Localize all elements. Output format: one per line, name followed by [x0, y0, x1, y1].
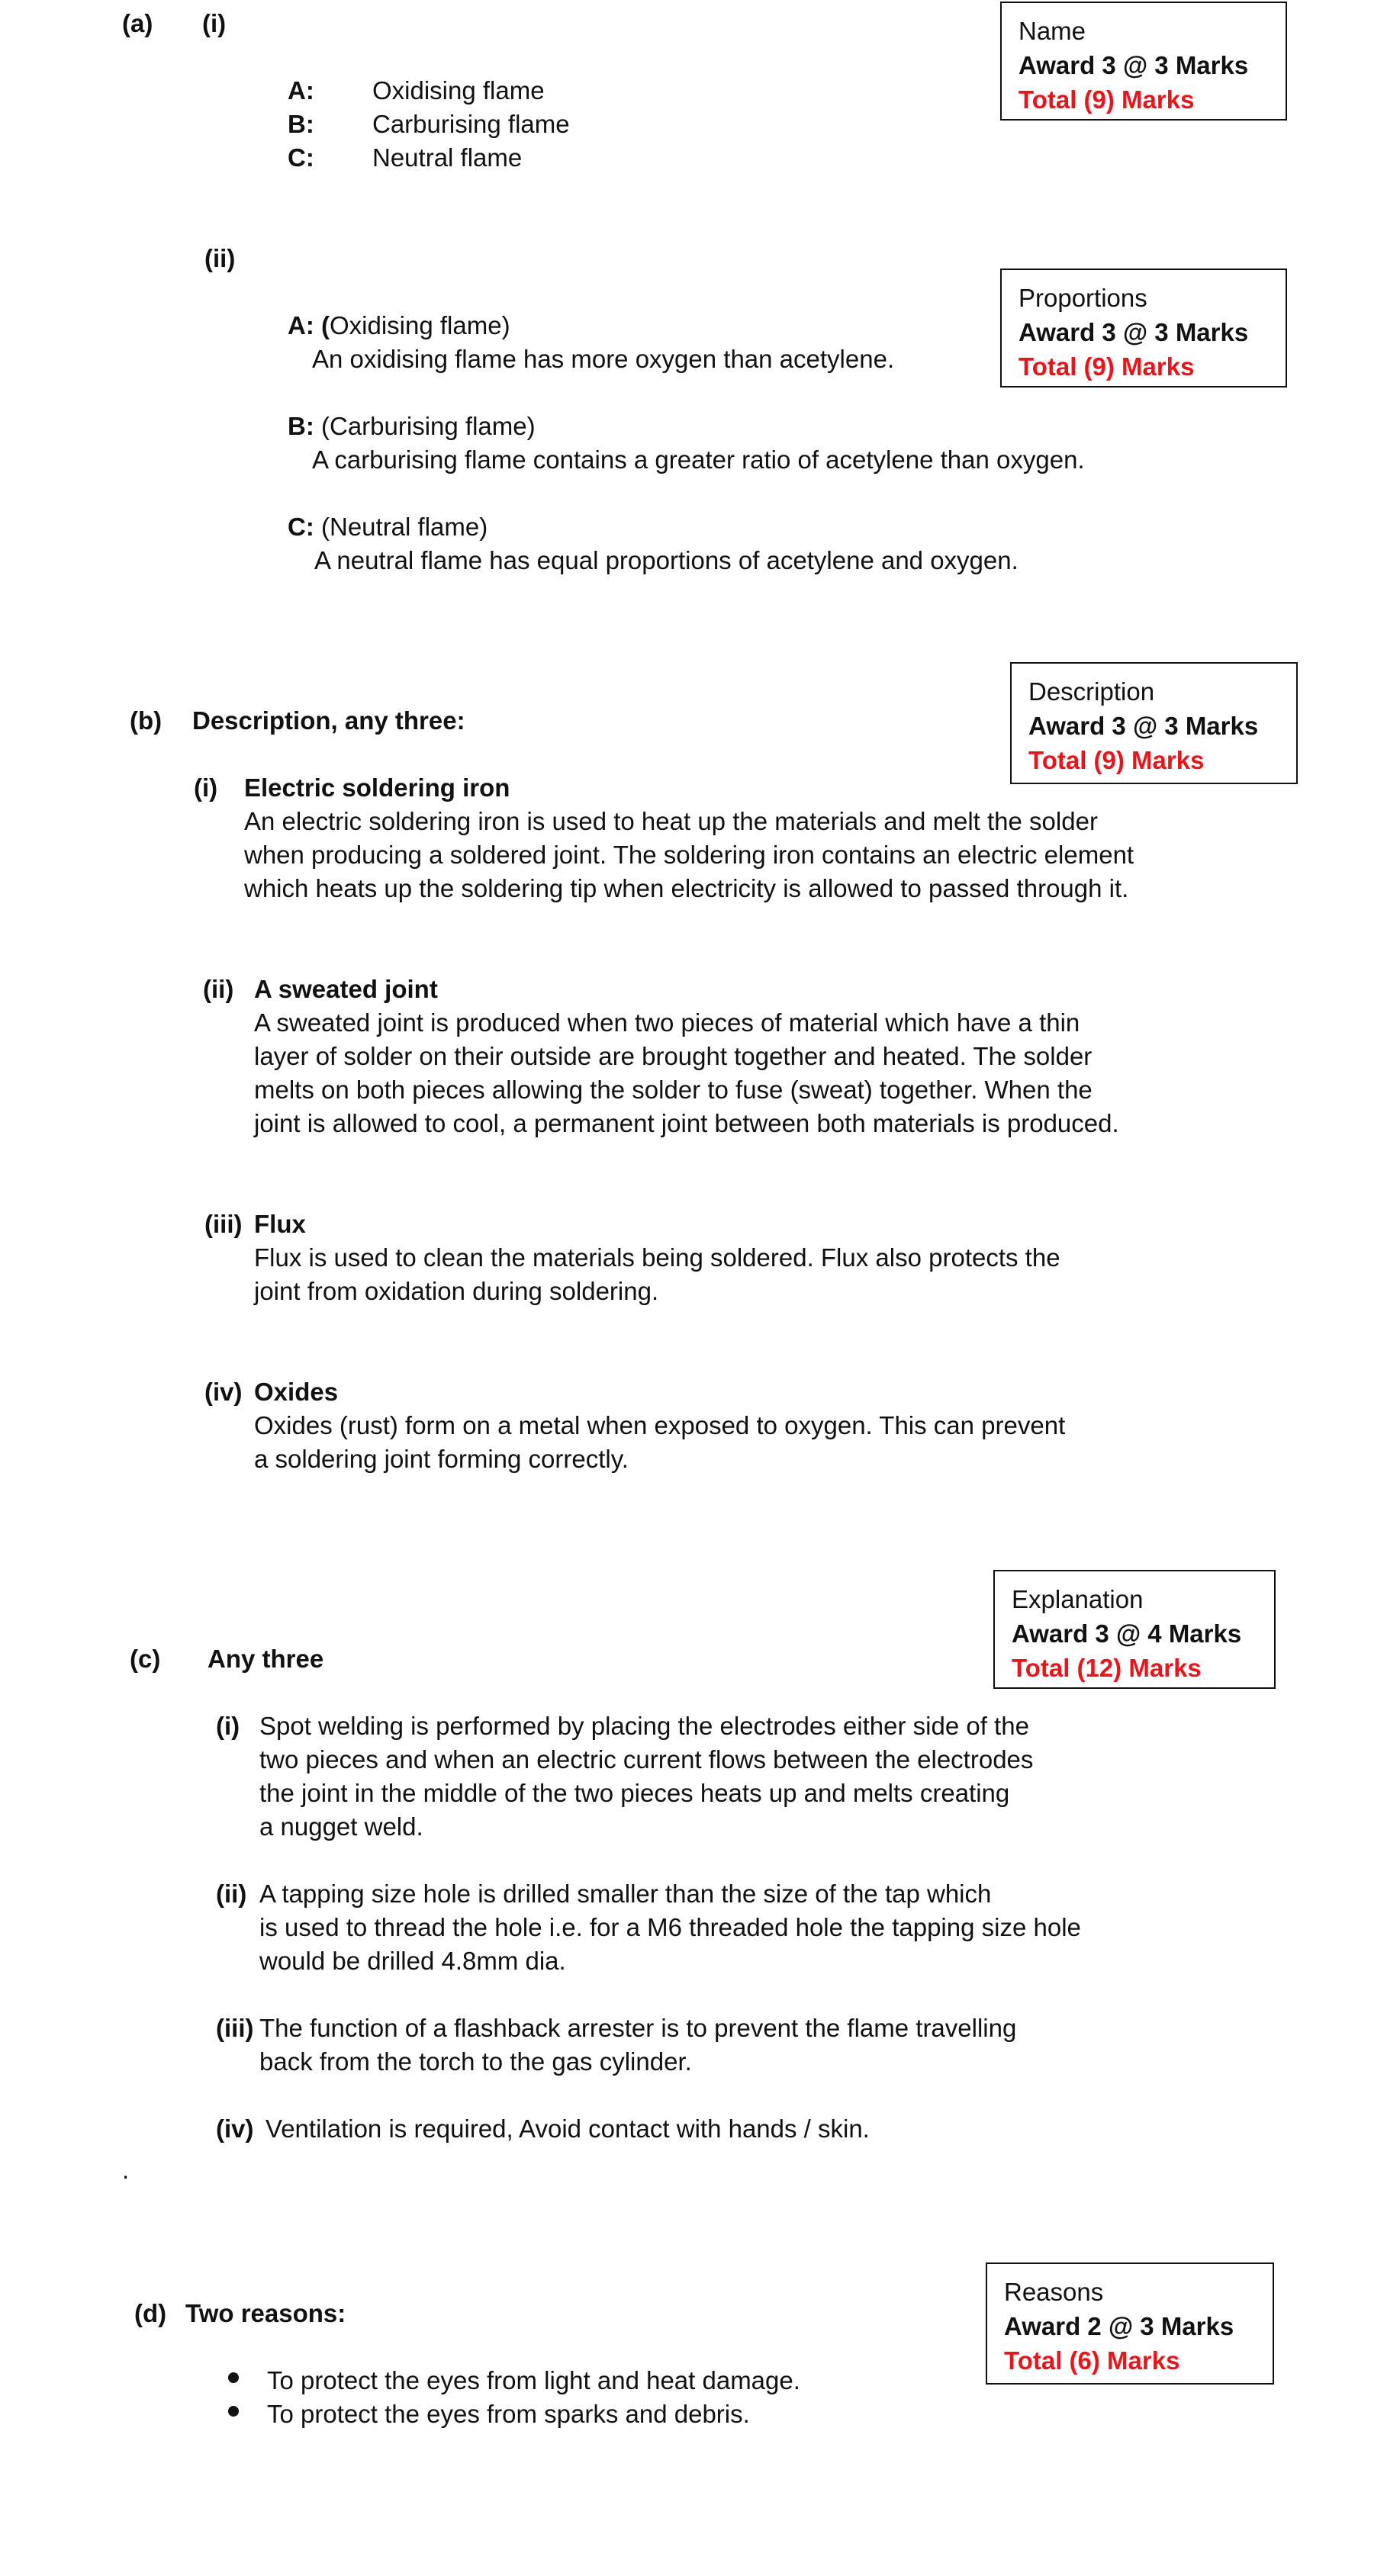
part-b-ii-line: melts on both pieces allowing the solder to fuse (sweat) together. When the: [254, 1076, 1093, 1104]
part-a-i-number: (i): [202, 9, 227, 37]
part-b-ii-number: (ii): [203, 975, 234, 1003]
part-b-iv-line: Oxides (rust) form on a metal when exposed to oxygen. This can prevent: [254, 1411, 1066, 1439]
part-b-i-line: An electric soldering iron is used to heat up the materials and melt the solder: [244, 807, 1098, 835]
part-b-iii-line: Flux is used to clean the materials being soldered. Flux also protects the: [254, 1243, 1060, 1272]
part-a-i-text-b: Carburising flame: [372, 110, 570, 138]
part-c-i-line: two pieces and when an electric current flows between the electrodes: [259, 1745, 1034, 1774]
marks-box-total: Total (9) Marks: [1019, 352, 1195, 381]
part-a-ii-desc-b: A carburising flame contains a greater ratio of acetylene than oxygen.: [312, 445, 1085, 474]
marks-box-award: Award 3 @ 3 Marks: [1019, 51, 1249, 79]
part-a-i-key-c: C:: [288, 143, 314, 172]
marks-box-proportions: [1000, 269, 1287, 388]
part-d-bullet-1: To protect the eyes from light and heat damage.: [267, 2366, 800, 2394]
part-d-bullet-2: To protect the eyes from sparks and debris.: [267, 2400, 750, 2428]
marks-box-reasons: [986, 2262, 1274, 2385]
part-c-i-line: a nugget weld.: [259, 1812, 423, 1841]
part-a-ii-title-c: (Neutral flame): [321, 513, 488, 541]
marks-box-total: Total (9) Marks: [1019, 85, 1195, 114]
part-a-ii-item-c-title: [288, 510, 488, 544]
part-d-label: (d): [134, 2299, 167, 2327]
part-b-i-line: which heats up the soldering tip when electricity is allowed to passed through it.: [244, 874, 1129, 902]
part-a-ii-item-a-title: [288, 308, 510, 343]
part-b-iv-number: (iv): [204, 1378, 243, 1406]
part-a-ii-key-b: B:: [288, 412, 314, 440]
marks-box-description: [1010, 662, 1298, 784]
part-a-ii-desc-c: A neutral flame has equal proportions of acetylene and oxygen.: [314, 546, 1019, 574]
part-c-ii-line: A tapping size hole is drilled smaller than the size of the tap which: [259, 1880, 992, 1908]
marks-box-explanation: [993, 1570, 1276, 1689]
part-c-iii-line: back from the torch to the gas cylinder.: [259, 2047, 692, 2076]
part-c-label: (c): [130, 1645, 161, 1673]
marks-box-award: Award 3 @ 4 Marks: [1012, 1619, 1242, 1648]
part-b-iii-line: joint from oxidation during soldering.: [254, 1277, 659, 1305]
marks-box-title: Description: [1028, 677, 1155, 706]
marks-box-total: Total (9) Marks: [1028, 746, 1205, 774]
part-a-ii-item-b-title: [288, 409, 536, 443]
part-c-i-line: the joint in the middle of the two pieces heats up and melts creating: [259, 1779, 1010, 1807]
marks-box-title: Explanation: [1012, 1585, 1144, 1613]
marks-box-title: Name: [1019, 17, 1086, 45]
part-a-label: (a): [122, 9, 153, 37]
marks-box-award: Award 3 @ 3 Marks: [1028, 712, 1259, 740]
part-b-ii-title: A sweated joint: [254, 975, 438, 1003]
part-c-ii-line: is used to thread the hole i.e. for a M6 threaded hole the tapping size hole: [259, 1913, 1081, 1941]
part-c-iii-line: The function of a flashback arrester is to prevent the flame travelling: [259, 2014, 1017, 2042]
part-b-iv-line: a soldering joint forming correctly.: [254, 1445, 629, 1473]
part-c-i-line: Spot welding is performed by placing the electrodes either side of the: [259, 1712, 1029, 1740]
part-b-i-line: when producing a soldered joint. The soldering iron contains an electric element: [244, 841, 1134, 869]
part-b-label: (b): [130, 706, 163, 735]
part-c-iv-line: Ventilation is required, Avoid contact with hands / skin.: [265, 2115, 870, 2143]
part-a-i-key-a: A:: [288, 76, 314, 105]
marks-box-title: Proportions: [1019, 284, 1147, 312]
part-a-i-key-b: B:: [288, 110, 314, 138]
marks-box-award: Award 3 @ 3 Marks: [1019, 318, 1249, 346]
stray-dot: .: [122, 2156, 130, 2184]
part-b-ii-line: A sweated joint is produced when two pieces of material which have a thin: [254, 1008, 1080, 1037]
marks-box-title: Reasons: [1004, 2278, 1104, 2306]
part-b-iii-title: Flux: [254, 1210, 306, 1238]
part-c-heading: Any three: [208, 1645, 324, 1673]
part-b-i-number: (i): [194, 773, 218, 802]
part-c-ii-line: would be drilled 4.8mm dia.: [259, 1947, 566, 1975]
part-b-ii-line: joint is allowed to cool, a permanent joint between both materials is produced.: [254, 1109, 1119, 1137]
part-a-ii-number: (ii): [204, 244, 236, 272]
part-a-ii-desc-a: An oxidising flame has more oxygen than acetylene.: [312, 345, 895, 373]
part-c-iv-number: (iv): [216, 2115, 254, 2143]
marks-box-total: Total (12) Marks: [1012, 1654, 1202, 1682]
part-a-i-text-a: Oxidising flame: [372, 76, 545, 105]
part-b-i-title: Electric soldering iron: [244, 773, 510, 802]
part-a-ii-key-a: A: (: [288, 311, 330, 339]
bullet-icon: [228, 2406, 239, 2417]
part-b-iii-number: (iii): [204, 1210, 243, 1238]
part-c-iii-number: (iii): [216, 2014, 254, 2042]
part-a-ii-title-a: Oxidising flame): [329, 311, 510, 339]
part-a-i-text-c: Neutral flame: [372, 143, 523, 172]
marks-box-total: Total (6) Marks: [1004, 2346, 1180, 2375]
part-d-heading: Two reasons:: [185, 2299, 346, 2327]
marks-box-award: Award 2 @ 3 Marks: [1004, 2312, 1234, 2340]
part-b-iv-title: Oxides: [254, 1378, 339, 1406]
part-b-ii-line: layer of solder on their outside are brought together and heated. The solder: [254, 1042, 1093, 1070]
part-c-i-number: (i): [216, 1712, 240, 1740]
part-b-heading: Description, any three:: [192, 706, 465, 735]
part-c-ii-number: (ii): [216, 1880, 247, 1908]
bullet-icon: [228, 2372, 239, 2383]
part-a-ii-key-c: C:: [288, 513, 314, 541]
marks-box-name: [1000, 2, 1287, 121]
part-a-ii-title-b: (Carburising flame): [321, 412, 536, 440]
